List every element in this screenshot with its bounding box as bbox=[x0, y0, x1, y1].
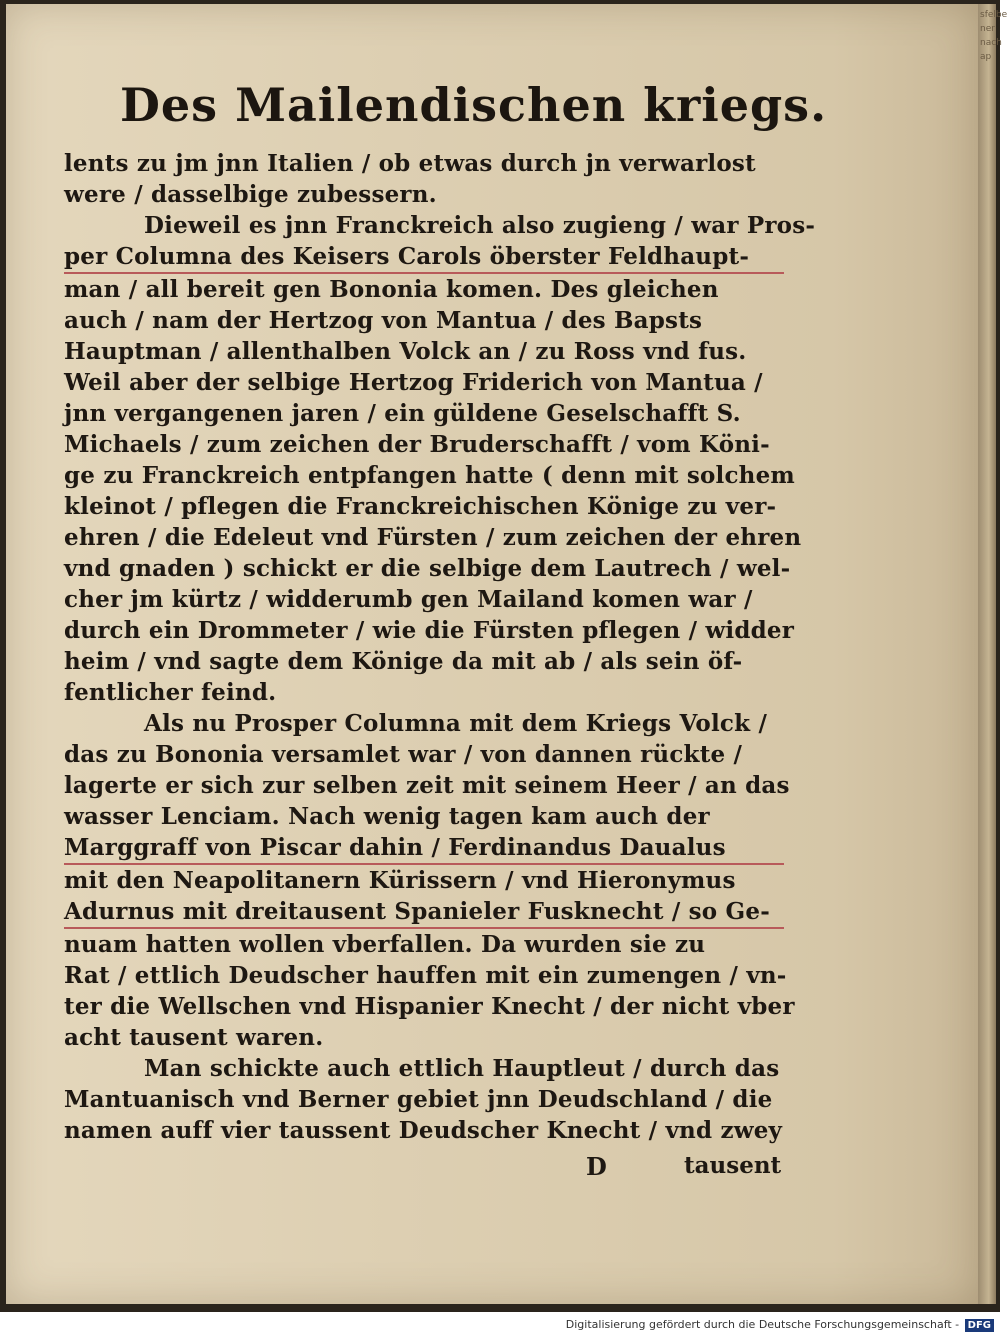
text-line: auch / nam der Hertzog von Mantua / des Bapsts bbox=[64, 307, 703, 334]
text-line: Als nu Prosper Columna mit dem Kriegs Volck / bbox=[144, 710, 768, 737]
text-line: wasser Lenciam. Nach wenig tagen kam auch der bbox=[64, 803, 710, 830]
text-line: Dieweil es jnn Franckreich also zugieng / war Pros- bbox=[144, 212, 816, 239]
running-head: Des Mailendischen kriegs. bbox=[120, 78, 828, 132]
text-line: namen auff vier taussent Deudscher Knecht / vnd zwey bbox=[64, 1117, 783, 1144]
text-line: lents zu jm jnn Italien / ob etwas durch jn verwarlost bbox=[64, 150, 756, 177]
text-line: were / dasselbige zubessern. bbox=[64, 181, 437, 208]
signature-mark: D bbox=[586, 1152, 607, 1181]
text-line: ter die Wellschen vnd Hispanier Knecht / der nicht vber bbox=[64, 993, 795, 1020]
text-line: Weil aber der selbige Hertzog Friderich von Mantua / bbox=[64, 369, 763, 396]
text-line: vnd gnaden ) schickt er die selbige dem Lautrech / wel- bbox=[64, 555, 791, 582]
body-text bbox=[64, 148, 816, 1146]
text-line: das zu Bononia versamlet war / von dannen rückte / bbox=[64, 741, 743, 768]
text-line: jnn vergangenen jaren / ein güldene Geselschafft S. bbox=[64, 400, 741, 427]
catchword: tausent bbox=[684, 1152, 782, 1179]
text-line: fentlicher feind. bbox=[64, 679, 277, 706]
text-line: durch ein Drommeter / wie die Fürsten pflegen / widder bbox=[64, 617, 795, 644]
text-line: heim / vnd sagte dem Könige da mit ab / als sein öf- bbox=[64, 648, 743, 675]
footer-credit bbox=[566, 1318, 994, 1332]
edge-text-1: sfelbe bbox=[980, 10, 1007, 20]
text-line: per Columna des Keisers Carols öberster Feldhaupt- bbox=[64, 241, 784, 274]
edge-text-2: ner bbox=[980, 24, 995, 34]
text-line: kleinot / pflegen die Franckreichischen Könige zu ver- bbox=[64, 493, 777, 520]
text-line: Mantuanisch vnd Berner gebiet jnn Deudschland / die bbox=[64, 1086, 773, 1113]
edge-text-3: nach bbox=[980, 38, 1002, 48]
text-line: Michaels / zum zeichen der Bruderschafft / vom Köni- bbox=[64, 431, 770, 458]
text-line: Hauptman / allenthalben Volck an / zu Ross vnd fus. bbox=[64, 338, 747, 365]
text-line: Man schickte auch ettlich Hauptleut / durch das bbox=[144, 1055, 780, 1082]
text-line: lagerte er sich zur selben zeit mit seinem Heer / an das bbox=[64, 772, 790, 799]
text-line: Marggraff von Piscar dahin / Ferdinandus Daualus bbox=[64, 832, 784, 865]
next-page-edge bbox=[978, 4, 1007, 1304]
text-line: cher jm kürtz / widderumb gen Mailand komen war / bbox=[64, 586, 753, 613]
text-line: Rat / ettlich Deudscher hauffen mit ein zumengen / vn- bbox=[64, 962, 787, 989]
text-line: nuam hatten wollen vberfallen. Da wurden sie zu bbox=[64, 931, 706, 958]
footer-text: Digitalisierung gefördert durch die Deutsche Forschungsgemeinschaft - bbox=[565, 1318, 960, 1331]
text-line: ehren / die Edeleut vnd Fürsten / zum zeichen der ehren bbox=[64, 524, 802, 551]
dfg-logo: DFG bbox=[965, 1319, 994, 1332]
text-line: Adurnus mit dreitausent Spanieler Fusknecht / so Ge- bbox=[64, 896, 784, 929]
text-line: ge zu Franckreich entpfangen hatte ( denn mit solchem bbox=[64, 462, 795, 489]
text-line: man / all bereit gen Bononia komen. Des gleichen bbox=[64, 276, 719, 303]
text-line: acht tausent waren. bbox=[64, 1024, 324, 1051]
text-line: mit den Neapolitanern Kürissern / vnd Hieronymus bbox=[64, 867, 736, 894]
edge-text-4: ap bbox=[980, 52, 992, 62]
